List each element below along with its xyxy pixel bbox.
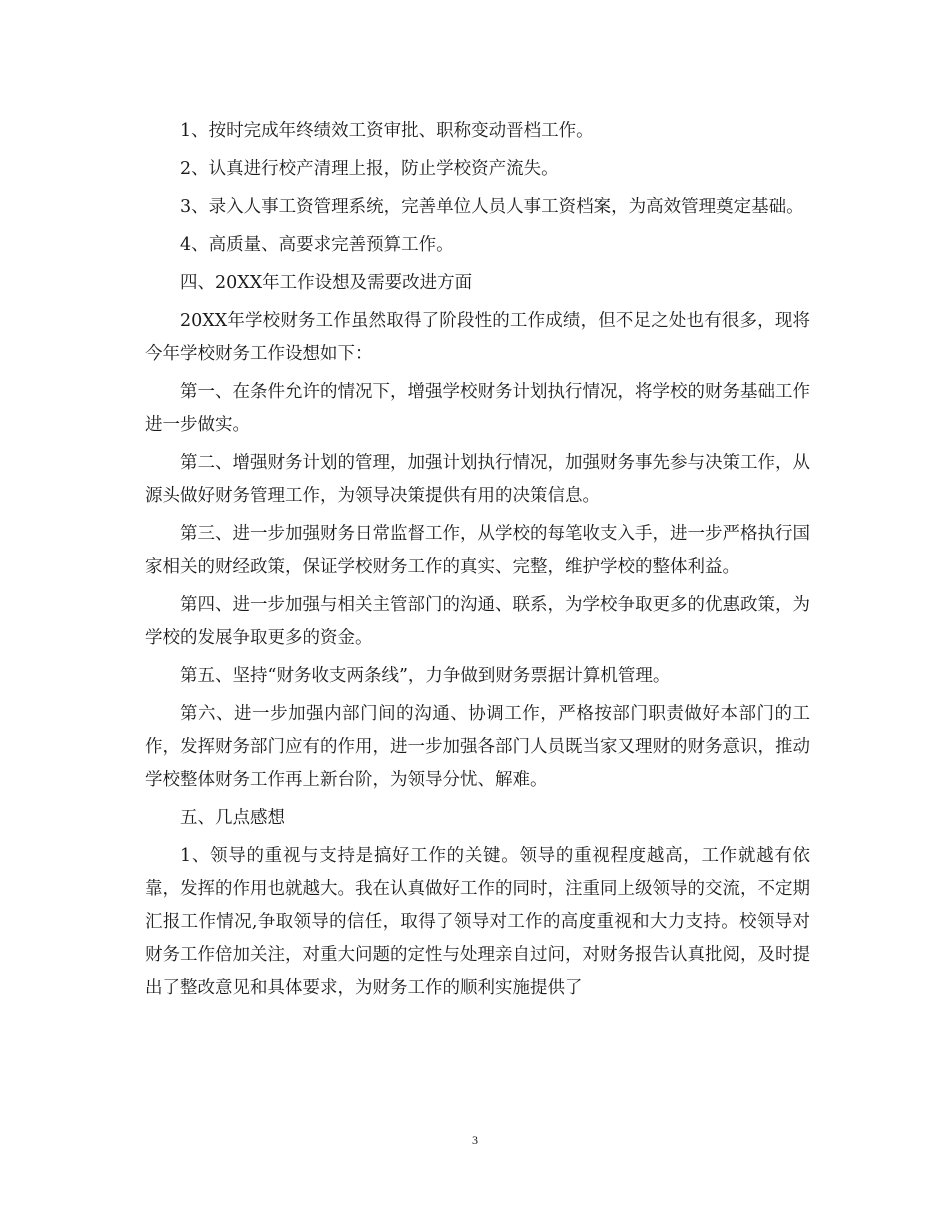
paragraph-second: 第二、增强财务计划的管理，加强计划执行情况，加强财务事先参与决策工作，从源头做好财务管理工作，为领导决策提供有用的决策信息。 — [145, 453, 810, 506]
paragraph-3: 3、录入人事工资管理系统，完善单位人员人事工资档案，为高效管理奠定基础。 — [180, 197, 804, 217]
paragraph-fourth: 第四、进一步加强与相关主管部门的沟通、联系，为学校争取更多的优惠政策，为学校的发展争取更多的资金。 — [145, 595, 810, 648]
paragraph-intro: 20XX年学校财务工作虽然取得了阶段性的工作成绩，但不足之处也有很多，现将今年学校财务工作设想如下： — [145, 311, 810, 364]
paragraph-sixth: 第六、进一步加强内部门间的沟通、协调工作，严格按部门职责做好本部门的工作，发挥财务部门应有的作用，进一步加强各部门人员既当家又理财的财务意识，推动学校整体财务工作再上新台阶，为领导分忧、解难。 — [145, 704, 810, 790]
paragraph-2: 2、认真进行校产清理上报，防止学校资产流失。 — [180, 159, 559, 179]
page-number: 3 — [472, 1133, 478, 1147]
paragraph-first: 第一、在条件允许的情况下，增强学校财务计划执行情况，将学校的财务基础工作进一步做实。 — [145, 382, 810, 435]
document-body — [145, 115, 810, 1010]
paragraph-thoughts-1: 1、领导的重视与支持是搞好工作的关键。领导的重视程度越高，工作就越有依靠，发挥的作用也就越大。我在认真做好工作的同时，注重同上级领导的交流，不定期汇报工作情况,争取领导的信任，取得了领导对工作的高度重视和大力支持。校领导对财务工作倍加关注，对重大问题的定性与处理亲自过问，对财务报告认真批阅，及时提出了整改意见和具体要求，为财务工作的顺利实施提供了 — [145, 846, 810, 998]
paragraph-4: 4、高质量、高要求完善预算工作。 — [180, 235, 454, 255]
section-heading-4: 四、20XX年工作设想及需要改进方面 — [180, 273, 473, 293]
paragraph-third: 第三、进一步加强财务日常监督工作，从学校的每笔收支入手，进一步严格执行国家相关的财经政策，保证学校财务工作的真实、完整，维护学校的整体利益。 — [145, 524, 810, 577]
paragraph-fifth: 第五、坚持“财务收支两条线”，力争做到财务票据计算机管理。 — [180, 666, 671, 686]
paragraph-1: 1、按时完成年终绩效工资审批、职称变动晋档工作。 — [180, 121, 594, 141]
section-heading-5: 五、几点感想 — [180, 808, 285, 828]
